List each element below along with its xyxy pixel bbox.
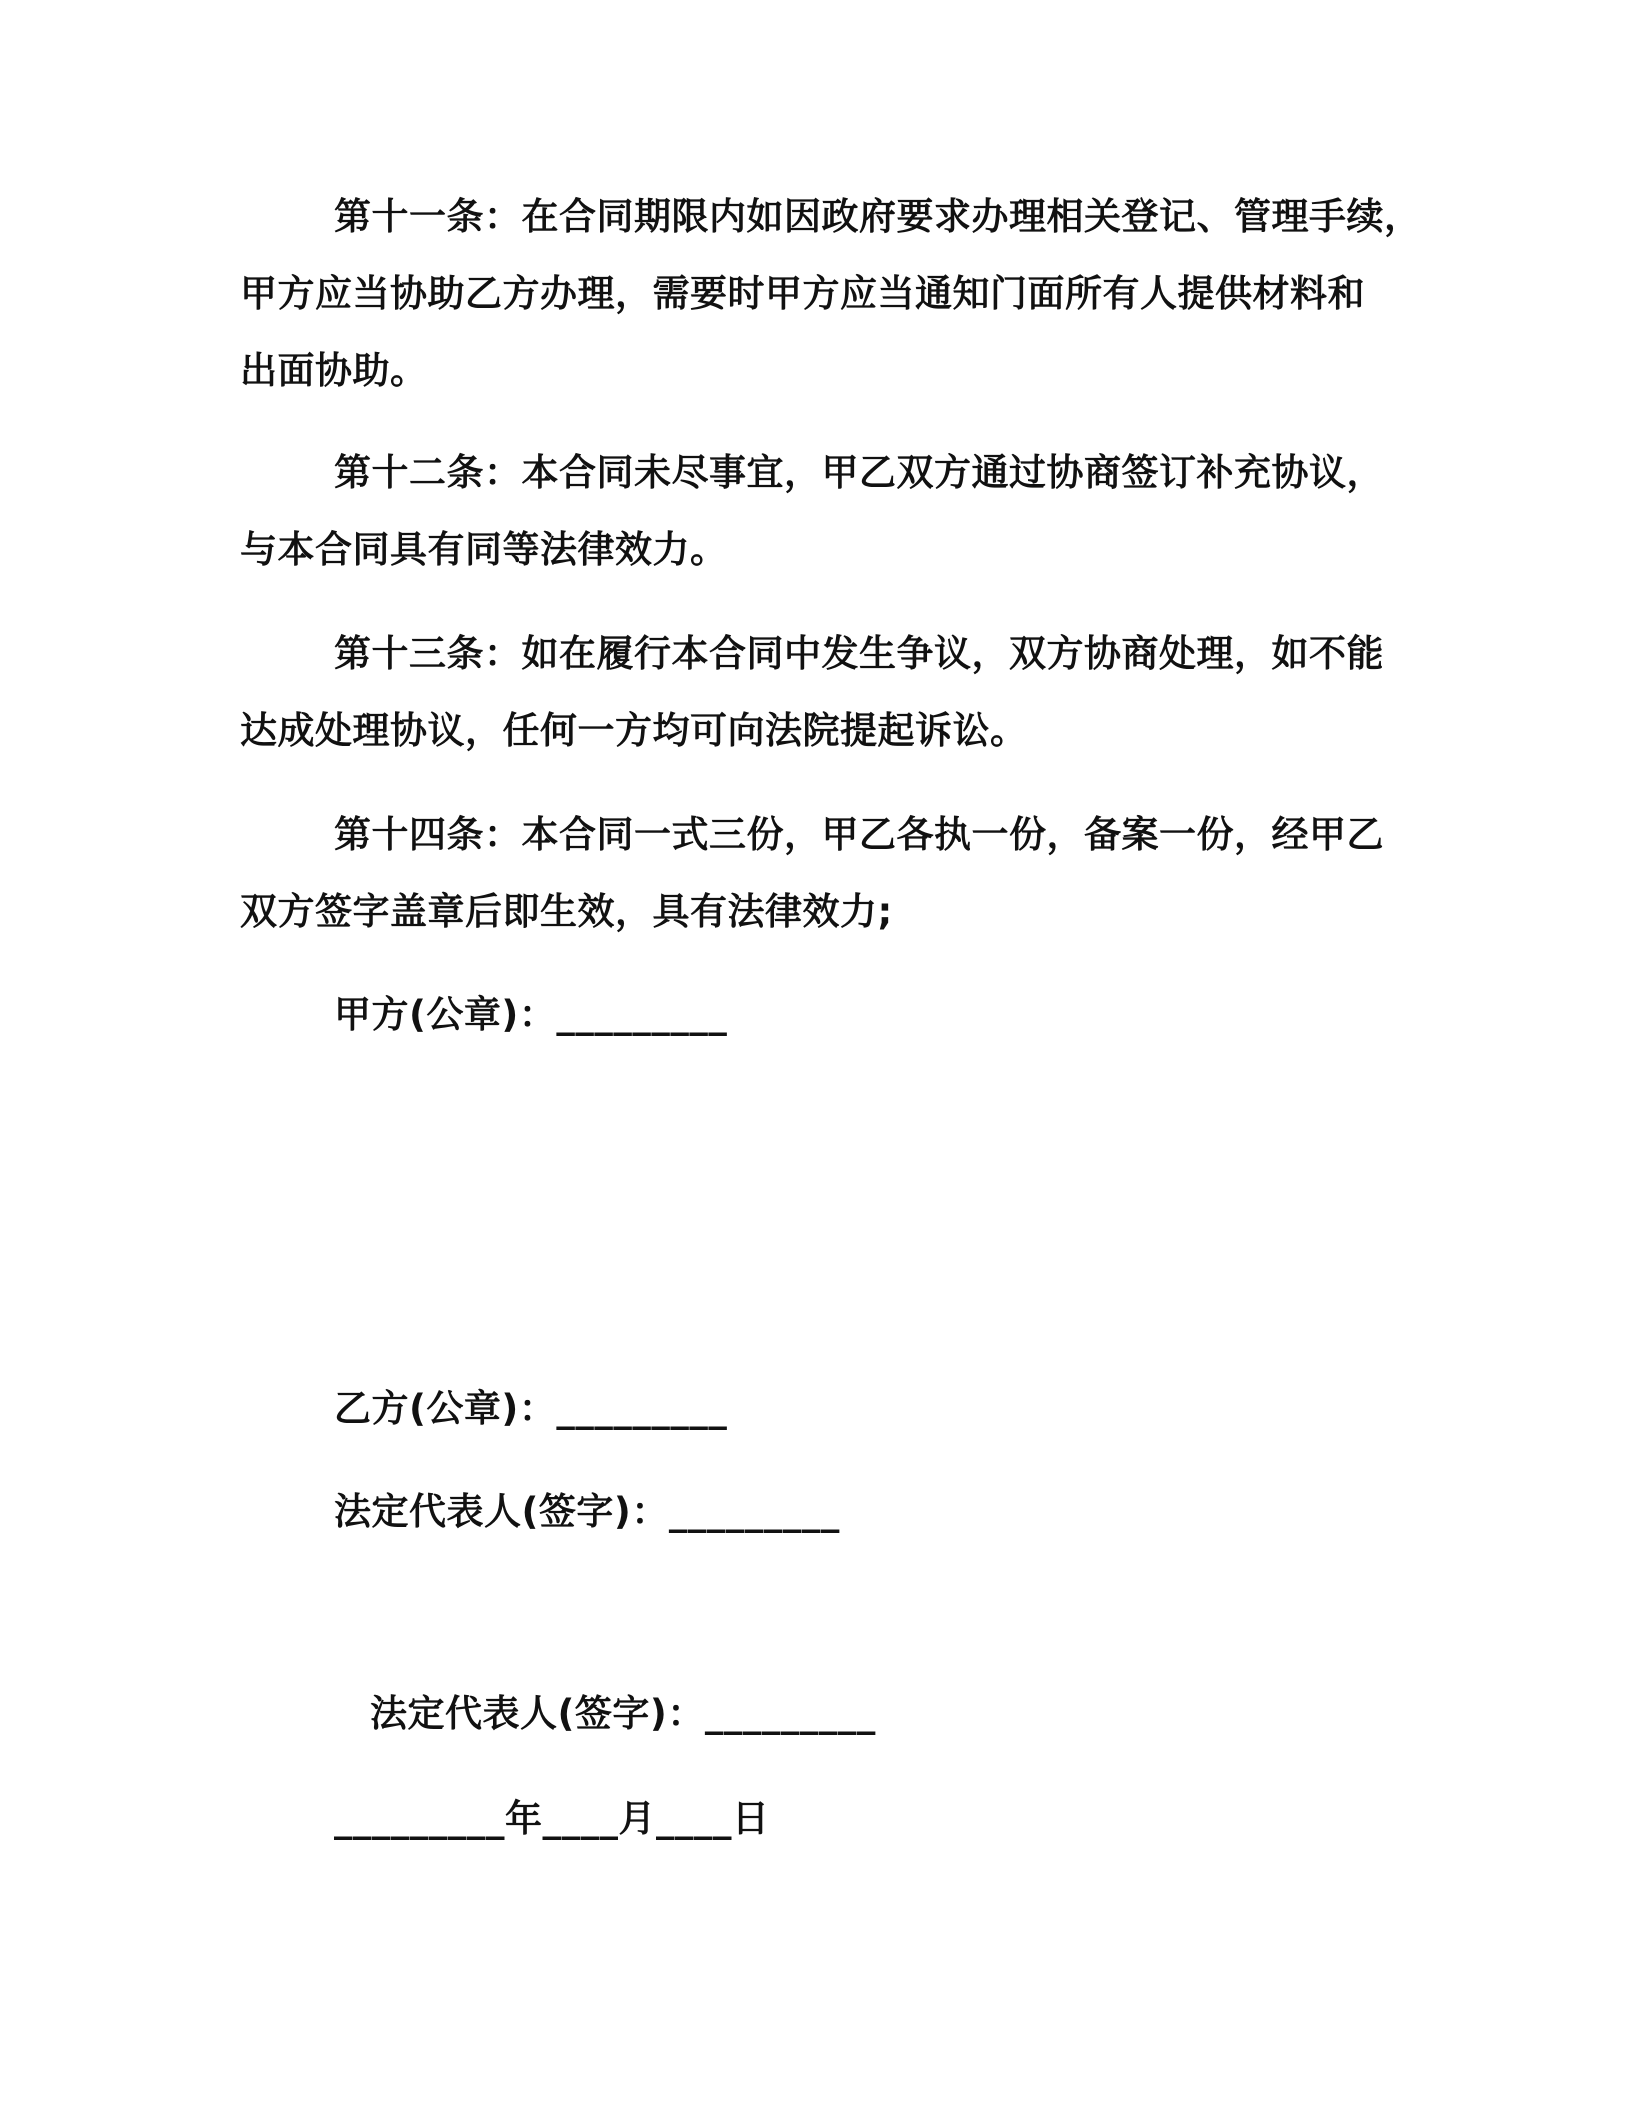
clause-13-line-1: 第十三条：如在履行本合同中发生争议，双方协商处理，如不能: [334, 632, 1384, 675]
clause-12-line-1: 第十二条：本合同未尽事宜，甲乙双方通过协商签订补充协议，: [334, 451, 1384, 494]
clause-14-line-2: 双方签字盖章后即生效，具有法律效力;: [240, 890, 893, 933]
clause-13-line-2: 达成处理协议，任何一方均可向法院提起诉讼。: [240, 709, 1028, 752]
party-b-seal-line: 乙方(公章)：_________: [334, 1387, 728, 1430]
clause-12-line-2: 与本合同具有同等法律效力。: [240, 528, 728, 571]
party-a-seal-line: 甲方(公章)：_________: [334, 993, 728, 1036]
legal-rep-signature-line-2: 法定代表人(签字)：_________: [370, 1692, 876, 1735]
clause-11-line-3: 出面协助。: [240, 349, 428, 392]
clause-14-line-1: 第十四条：本合同一式三份，甲乙各执一份，备案一份，经甲乙: [334, 813, 1384, 856]
clause-11-line-1: 第十一条：在合同期限内如因政府要求办理相关登记、管理手续，: [334, 195, 1422, 238]
legal-rep-signature-line-1: 法定代表人(签字)：_________: [334, 1490, 840, 1533]
date-line: _________年____月____日: [334, 1797, 770, 1840]
clause-11-line-2: 甲方应当协助乙方办理，需要时甲方应当通知门面所有人提供材料和: [240, 272, 1365, 315]
